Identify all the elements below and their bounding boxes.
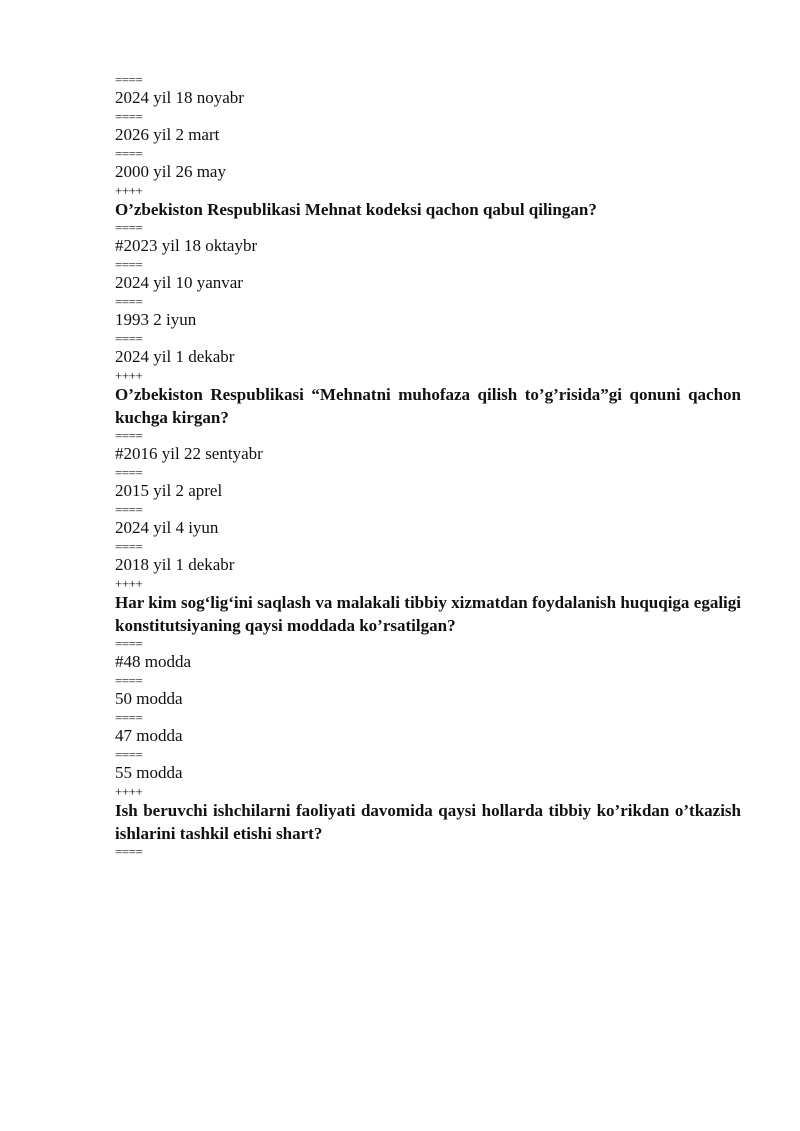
answer-option-correct: #2016 yil 22 sentyabr — [115, 444, 263, 463]
answer-option: 2026 yil 2 mart — [115, 125, 220, 144]
answer-option: 2024 yil 18 noyabr — [115, 88, 244, 107]
answer-option: 50 modda — [115, 689, 183, 708]
answer-option: 2000 yil 26 may — [115, 162, 226, 181]
separator: ==== — [115, 428, 143, 443]
answer-option: 2024 yil 10 yanvar — [115, 273, 243, 292]
answer-option: 1993 2 iyun — [115, 310, 197, 329]
separator: ==== — [115, 710, 143, 725]
separator: ==== — [115, 673, 143, 688]
answer-option: 2015 yil 2 aprel — [115, 481, 223, 500]
separator: ==== — [115, 502, 143, 517]
question-text: Ish beruvchi ishchilarni faoliyati davomida qaysi hollarda tibbiy ko’rikdan o’tkazish ishlarini tashkil etishi shart? — [115, 801, 741, 843]
answer-option-correct: #48 modda — [115, 652, 192, 671]
answer-option: 47 modda — [115, 726, 183, 745]
separator: ==== — [115, 465, 143, 480]
question-marker: ++++ — [115, 368, 143, 383]
separator: ==== — [115, 294, 143, 309]
question-marker: ++++ — [115, 784, 143, 799]
separator: ==== — [115, 539, 143, 554]
separator: ==== — [115, 331, 143, 346]
answer-option: 2024 yil 4 iyun — [115, 518, 219, 537]
question-marker: ++++ — [115, 183, 143, 198]
separator: ==== — [115, 72, 143, 87]
document-page — [115, 73, 741, 859]
separator: ==== — [115, 747, 143, 762]
question-marker: ++++ — [115, 576, 143, 591]
question-text: Har kim sog‘lig‘ini saqlash va malakali tibbiy xizmatdan foydalanish huquqiga egaligi konstitutsiyaning qaysi moddada ko’rsatilgan? — [115, 593, 741, 635]
question-text: O’zbekiston Respublikasi Mehnat kodeksi qachon qabul qilingan? — [115, 200, 597, 219]
separator: ==== — [115, 146, 143, 161]
answer-option: 55 modda — [115, 763, 183, 782]
answer-option-correct: #2023 yil 18 oktaybr — [115, 236, 258, 255]
separator: ==== — [115, 220, 143, 235]
question-text: O’zbekiston Respublikasi “Mehnatni muhofaza qilish to’g’risida”gi qonuni qachon kuchga kirgan? — [115, 385, 741, 427]
answer-option: 2018 yil 1 dekabr — [115, 555, 235, 574]
answer-option: 2024 yil 1 dekabr — [115, 347, 235, 366]
separator: ==== — [115, 844, 143, 859]
separator: ==== — [115, 109, 143, 124]
separator: ==== — [115, 257, 143, 272]
separator: ==== — [115, 636, 143, 651]
